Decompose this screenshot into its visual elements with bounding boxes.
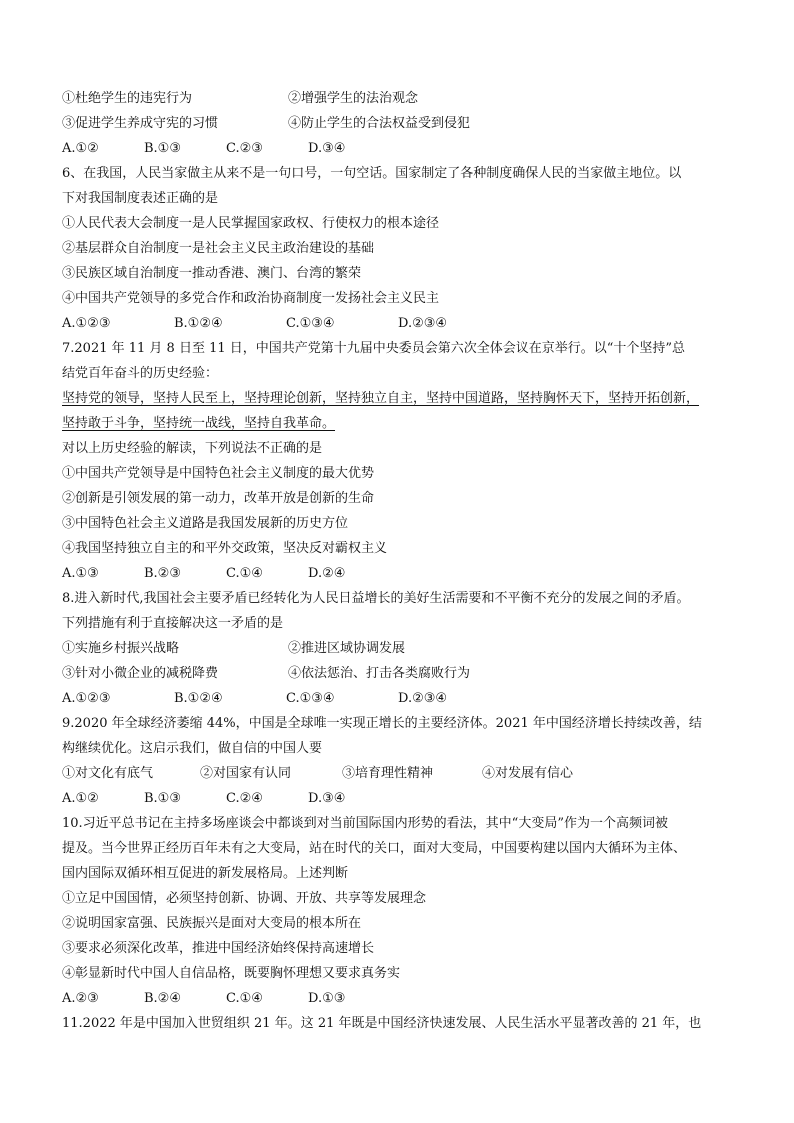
q9-item-2: ②对国家有认同 [200,766,292,781]
q9-item-1: ①对文化有底气 [62,766,154,781]
exam-page [62,86,742,1036]
q6-stem-1: 6、在我国，人民当家做主从来不是一句口号，一句空话。国家制定了各种制度确保人民的当家做主地位。以 [62,166,682,181]
q9-option-a: A.①② [62,791,99,806]
q10-option-b: B.②④ [144,991,181,1006]
q5-option-d: D.③④ [308,141,346,156]
q8-items-row1 [62,636,742,661]
q5-items-row2 [62,111,742,136]
q7-quote-1: 坚持党的领导，坚持人民至上，坚持理论创新，坚持独立自主，坚持中国道路，坚持胸怀天下，坚持开拓创新， [62,391,700,406]
q8-option-d: D.②③④ [398,691,448,706]
q6-stem-2: 下对我国制度表述正确的是 [62,191,219,206]
q6-item-3: ③民族区域自治制度一推动香港、澳门、台湾的繁荣 [62,266,362,281]
q8-option-c: C.①③④ [286,691,335,706]
q5-option-a: A.①② [62,141,99,156]
q10-stem-1: 10.习近平总书记在主持多场座谈会中都谈到对当前国际国内形势的看法，其中“大变局”作为一个高频词被 [62,816,668,831]
q9-option-c: C.②④ [226,791,263,806]
q5-item-1: ①杜绝学生的违宪行为 [62,91,193,106]
q7-option-c: C.①④ [226,566,263,581]
q10-item-4: ④彰显新时代中国人自信品格，既要胸怀理想又要求真务实 [62,966,401,981]
q7-item-4: ④我国坚持独立自主的和平外交政策，坚决反对霸权主义 [62,541,388,556]
q8-stem-1: 8.进入新时代,我国社会主要矛盾已经转化为人民日益增长的美好生活需要和不平衡不充分的发展之间的矛盾。 [62,591,690,606]
q9-items [62,761,742,786]
q7-quote-2: 坚持敢于斗争，坚持统一战线，坚持自我革命。 [62,416,336,431]
q6-options [62,311,742,336]
q10-option-c: C.①④ [226,991,263,1006]
q10-item-1: ①立足中国国情，必须坚持创新、协调、开放、共享等发展理念 [62,891,427,906]
q7-options [62,561,742,586]
q8-options [62,686,742,711]
q7-stem-2: 结党百年奋斗的历史经验： [62,366,219,381]
q10-option-a: A.②③ [62,991,99,1006]
q7-item-3: ③中国特色社会主义道路是我国发展新的历史方位 [62,516,349,531]
q7-option-b: B.②③ [144,566,181,581]
q9-options [62,786,742,811]
q6-item-1: ①人民代表大会制度一是人民掌握国家政权、行使权力的根本途径 [62,216,440,231]
q10-option-d: D.①③ [308,991,346,1006]
q7-item-2: ②创新是引领发展的第一动力，改革开放是创新的生命 [62,491,375,506]
q10-stem-3: 国内国际双循环相互促进的新发展格局。上述判断 [62,866,349,881]
q5-item-2: ②增强学生的法治观念 [288,91,419,106]
q8-item-3: ③针对小微企业的减税降费 [62,666,219,681]
q7-option-a: A.①③ [62,566,99,581]
q10-item-2: ②说明国家富强、民族振兴是面对大变局的根本所在 [62,916,362,931]
q8-items-row2 [62,661,742,686]
q6-option-d: D.②③④ [398,316,448,331]
q8-option-a: A.①②③ [62,691,111,706]
q11-stem-1: 11.2022 年是中国加入世贸组织 21 年。这 21 年既是中国经济快速发展、人民生活水平显著改善的 21 年，也 [62,1016,702,1031]
q8-item-1: ①实施乡村振兴战略 [62,641,180,656]
q10-stem-2: 提及。当今世界正经历百年未有之大变局，站在时代的关口，面对大变局，中国要构建以国内大循环为主体、 [62,841,687,856]
q5-items-row1 [62,86,742,111]
q8-stem-2: 下列措施有利于直接解决这一矛盾的是 [62,616,284,631]
q10-options [62,986,742,1011]
q6-option-b: B.①②④ [174,316,223,331]
q9-item-3: ③培育理性精神 [342,766,434,781]
q7-ask: 对以上历史经验的解读，下列说法不正确的是 [62,441,323,456]
q9-option-b: B.①③ [144,791,181,806]
q6-option-a: A.①②③ [62,316,111,331]
q5-option-c: C.②③ [226,141,263,156]
q9-option-d: D.③④ [308,791,346,806]
q5-item-3: ③促进学生养成守宪的习惯 [62,116,219,131]
q5-item-4: ④防止学生的合法权益受到侵犯 [288,116,471,131]
q7-stem-1: 7.2021 年 11 月 8 日至 11 日，中国共产党第十九届中央委员会第六次全体会议在京举行。以“十个坚持”总 [62,341,686,356]
q5-option-b: B.①③ [144,141,181,156]
q7-option-d: D.②④ [308,566,346,581]
q9-stem-1: 9.2020 年全球经济萎缩 44%，中国是全球唯一实现正增长的主要经济体。2021 年中国经济增长持续改善，结 [62,716,702,731]
q6-option-c: C.①③④ [286,316,335,331]
q10-item-3: ③要求必须深化改革，推进中国经济始终保持高速增长 [62,941,375,956]
q5-options [62,136,742,161]
q8-item-2: ②推进区域协调发展 [288,641,406,656]
q6-item-2: ②基层群众自治制度一是社会主义民主政治建设的基础 [62,241,375,256]
q8-item-4: ④依法惩治、打击各类腐败行为 [288,666,471,681]
q7-item-1: ①中国共产党领导是中国特色社会主义制度的最大优势 [62,466,375,481]
q9-item-4: ④对发展有信心 [482,766,574,781]
q9-stem-2: 构继续优化。这启示我们，做自信的中国人要 [62,741,323,756]
q8-option-b: B.①②④ [174,691,223,706]
q6-item-4: ④中国共产党领导的多党合作和政治协商制度一发扬社会主义民主 [62,291,440,306]
